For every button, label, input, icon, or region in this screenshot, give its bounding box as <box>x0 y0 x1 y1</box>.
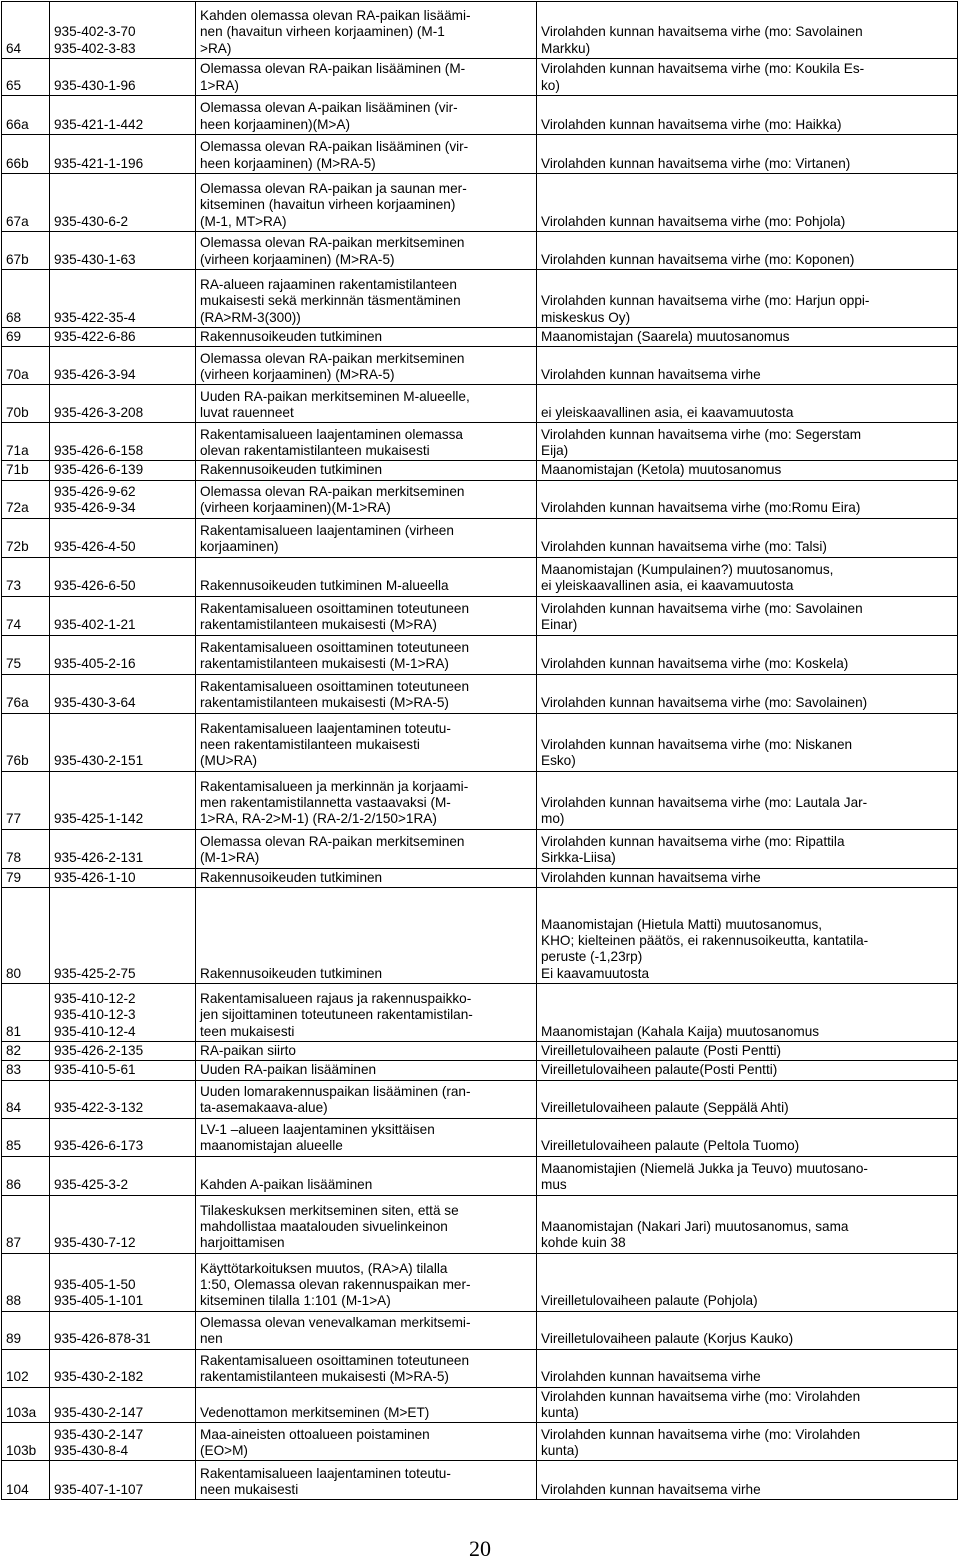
property-ids: 935-426-3-208 <box>50 385 196 423</box>
row-number: 74 <box>2 596 50 635</box>
row-number: 85 <box>2 1118 50 1156</box>
table-row <box>2 1349 958 1387</box>
table-row <box>2 385 958 423</box>
table-row <box>2 887 958 983</box>
table-row <box>2 635 958 674</box>
row-number: 67a <box>2 174 50 232</box>
row-number: 103a <box>2 1387 50 1423</box>
change-description: Uuden lomarakennuspaikan lisääminen (ran- ta-asemakaava-alue) <box>196 1080 537 1118</box>
table-row <box>2 1195 958 1253</box>
change-reason: Virolahden kunnan havaitsema virhe (mo: Haikka) <box>537 96 958 135</box>
property-ids: 935-426-6-139 <box>50 461 196 480</box>
property-ids: 935-430-2-147 935-430-8-4 <box>50 1423 196 1461</box>
table-row <box>2 1423 958 1461</box>
table-row <box>2 423 958 461</box>
property-ids: 935-426-2-131 <box>50 829 196 868</box>
change-description: Rakennusoikeuden tutkiminen <box>196 461 537 480</box>
property-ids: 935-430-1-96 <box>50 59 196 96</box>
change-description: Maa-aineisten ottoalueen poistaminen (EO>M) <box>196 1423 537 1461</box>
change-description: Rakentamisalueen osoittaminen toteutuneen rakentamistilanteen mukaisesti (M>RA) <box>196 596 537 635</box>
property-ids: 935-407-1-107 <box>50 1461 196 1500</box>
row-number: 70a <box>2 347 50 385</box>
change-reason: Maanomistajan (Kumpulainen?) muutosanomus, ei yleiskaavallinen asia, ei kaavamuutosta <box>537 557 958 596</box>
table-row <box>2 1387 958 1423</box>
property-ids: 935-426-6-173 <box>50 1118 196 1156</box>
change-description: Rakentamisalueen rajaus ja rakennuspaikko- jen sijoittaminen toteutuneen rakentamistilan- teen mukaisesti <box>196 983 537 1041</box>
table-row <box>2 1041 958 1060</box>
table-row <box>2 461 958 480</box>
row-number: 66b <box>2 135 50 174</box>
change-description: Vedenottamon merkitseminen (M>ET) <box>196 1387 537 1423</box>
change-description: Rakennusoikeuden tutkiminen M-alueella <box>196 557 537 596</box>
property-ids: 935-430-2-151 <box>50 713 196 771</box>
table-row <box>2 829 958 868</box>
change-reason: Vireilletulovaiheen palaute (Korjus Kauko) <box>537 1311 958 1349</box>
row-number: 79 <box>2 868 50 887</box>
change-reason: Virolahden kunnan havaitsema virhe (mo: Savolainen) <box>537 674 958 713</box>
change-reason: Virolahden kunnan havaitsema virhe (mo: Segerstam Eija) <box>537 423 958 461</box>
change-reason: Vireilletulovaiheen palaute(Posti Pentti) <box>537 1061 958 1080</box>
row-number: 89 <box>2 1311 50 1349</box>
table-row <box>2 1156 958 1195</box>
change-description: Rakentamisalueen laajentaminen olemassa olevan rakentamistilanteen mukaisesti <box>196 423 537 461</box>
change-reason: Vireilletulovaiheen palaute (Pohjola) <box>537 1253 958 1311</box>
change-reason: Virolahden kunnan havaitsema virhe (mo: Koukila Es- ko) <box>537 59 958 96</box>
change-description: Kahden olemassa olevan RA-paikan lisäämi- nen (havaitun virheen korjaaminen) (M-1 >RA) <box>196 2 537 59</box>
property-ids: 935-426-1-10 <box>50 868 196 887</box>
row-number: 77 <box>2 771 50 829</box>
table-row <box>2 1253 958 1311</box>
change-description: Käyttötarkoituksen muutos, (RA>A) tilalla 1:50, Olemassa olevan rakennuspaikan mer- kitseminen tilalla 1:101 (M-1>A) <box>196 1253 537 1311</box>
change-reason: Vireilletulovaiheen palaute (Seppälä Ahti) <box>537 1080 958 1118</box>
row-number: 65 <box>2 59 50 96</box>
row-number: 88 <box>2 1253 50 1311</box>
change-description: Rakentamisalueen osoittaminen toteutuneen rakentamistilanteen mukaisesti (M-1>RA) <box>196 635 537 674</box>
row-number: 78 <box>2 829 50 868</box>
change-description: Rakentamisalueen laajentaminen toteutu- neen rakentamistilanteen mukaisesti (MU>RA) <box>196 713 537 771</box>
table-row <box>2 1061 958 1080</box>
property-ids: 935-425-3-2 <box>50 1156 196 1195</box>
change-reason: Virolahden kunnan havaitsema virhe (mo: Koponen) <box>537 232 958 270</box>
property-ids: 935-426-3-94 <box>50 347 196 385</box>
change-description: Olemassa olevan A-paikan lisääminen (vir- heen korjaaminen)(M>A) <box>196 96 537 135</box>
table-row <box>2 59 958 96</box>
change-description: Kahden A-paikan lisääminen <box>196 1156 537 1195</box>
table-row <box>2 135 958 174</box>
change-description: Rakentamisalueen laajentaminen toteutu- neen mukaisesti <box>196 1461 537 1500</box>
change-reason: Virolahden kunnan havaitsema virhe <box>537 868 958 887</box>
change-description: Olemassa olevan RA-paikan lisääminen (M- 1>RA) <box>196 59 537 96</box>
page-number: 20 <box>469 1536 491 1561</box>
property-ids: 935-421-1-196 <box>50 135 196 174</box>
row-number: 103b <box>2 1423 50 1461</box>
change-description: Rakennusoikeuden tutkiminen <box>196 868 537 887</box>
change-reason: Maanomistajan (Ketola) muutosanomus <box>537 461 958 480</box>
property-ids: 935-410-12-2 935-410-12-3 935-410-12-4 <box>50 983 196 1041</box>
change-reason: Vireilletulovaiheen palaute (Peltola Tuomo) <box>537 1118 958 1156</box>
change-description: Olemassa olevan venevalkaman merkitsemi- nen <box>196 1311 537 1349</box>
property-ids: 935-405-1-50 935-405-1-101 <box>50 1253 196 1311</box>
table-row <box>2 983 958 1041</box>
row-number: 86 <box>2 1156 50 1195</box>
property-ids: 935-402-1-21 <box>50 596 196 635</box>
change-reason: Virolahden kunnan havaitsema virhe (mo: Niskanen Esko) <box>537 713 958 771</box>
table-row <box>2 328 958 347</box>
table-row <box>2 674 958 713</box>
change-description: Olemassa olevan RA-paikan merkitseminen (virheen korjaaminen) (M>RA-5) <box>196 347 537 385</box>
row-number: 84 <box>2 1080 50 1118</box>
table-row <box>2 232 958 270</box>
change-reason: Virolahden kunnan havaitsema virhe <box>537 1461 958 1500</box>
property-ids: 935-430-2-182 <box>50 1349 196 1387</box>
table-body <box>2 2 958 1500</box>
table-row <box>2 1118 958 1156</box>
row-number: 72a <box>2 480 50 518</box>
row-number: 75 <box>2 635 50 674</box>
change-reason: Virolahden kunnan havaitsema virhe (mo: Savolainen Markku) <box>537 2 958 59</box>
change-description: Rakentamisalueen osoittaminen toteutuneen rakentamistilanteen mukaisesti (M>RA-5) <box>196 674 537 713</box>
table-row <box>2 771 958 829</box>
change-reason: Maanomistajan (Saarela) muutosanomus <box>537 328 958 347</box>
row-number: 102 <box>2 1349 50 1387</box>
row-number: 67b <box>2 232 50 270</box>
row-number: 66a <box>2 96 50 135</box>
change-description: Olemassa olevan RA-paikan lisääminen (vir- heen korjaaminen) (M>RA-5) <box>196 135 537 174</box>
property-ids: 935-422-6-86 <box>50 328 196 347</box>
property-ids: 935-426-9-62 935-426-9-34 <box>50 480 196 518</box>
table-row <box>2 596 958 635</box>
row-number: 82 <box>2 1041 50 1060</box>
change-reason: Virolahden kunnan havaitsema virhe <box>537 1349 958 1387</box>
table-row <box>2 557 958 596</box>
table-row <box>2 347 958 385</box>
change-reason: Virolahden kunnan havaitsema virhe (mo: Harjun oppi- miskeskus Oy) <box>537 270 958 328</box>
change-reason: Virolahden kunnan havaitsema virhe (mo: Koskela) <box>537 635 958 674</box>
change-description: Rakennusoikeuden tutkiminen <box>196 328 537 347</box>
property-ids: 935-430-7-12 <box>50 1195 196 1253</box>
change-description: RA-paikan siirto <box>196 1041 537 1060</box>
row-number: 71a <box>2 423 50 461</box>
row-number: 104 <box>2 1461 50 1500</box>
property-ids: 935-402-3-70 935-402-3-83 <box>50 2 196 59</box>
property-ids: 935-426-878-31 <box>50 1311 196 1349</box>
row-number: 83 <box>2 1061 50 1080</box>
row-number: 69 <box>2 328 50 347</box>
table-row <box>2 1080 958 1118</box>
change-reason: Maanomistajien (Niemelä Jukka ja Teuvo) muutosano- mus <box>537 1156 958 1195</box>
property-ids: 935-430-2-147 <box>50 1387 196 1423</box>
change-reason: Virolahden kunnan havaitsema virhe <box>537 347 958 385</box>
table-row <box>2 1461 958 1500</box>
change-reason: Virolahden kunnan havaitsema virhe (mo: Savolainen Einar) <box>537 596 958 635</box>
change-reason: Virolahden kunnan havaitsema virhe (mo: Virolahden kunta) <box>537 1423 958 1461</box>
change-table <box>1 1 958 1500</box>
row-number: 76b <box>2 713 50 771</box>
change-reason: Virolahden kunnan havaitsema virhe (mo:Romu Eira) <box>537 480 958 518</box>
change-reason: Maanomistajan (Hietula Matti) muutosanomus, KHO; kielteinen päätös, ei rakennusoikeutta, kantatila- peruste (-1,23rp) Ei kaavamuutosta <box>537 887 958 983</box>
property-ids: 935-426-4-50 <box>50 518 196 557</box>
table-row <box>2 174 958 232</box>
change-description: Olemassa olevan RA-paikan ja saunan mer- kitseminen (havaitun virheen korjaaminen) (M-1, MT>RA) <box>196 174 537 232</box>
change-description: Rakentamisalueen osoittaminen toteutuneen rakentamistilanteen mukaisesti (M>RA-5) <box>196 1349 537 1387</box>
change-reason: Virolahden kunnan havaitsema virhe (mo: Pohjola) <box>537 174 958 232</box>
property-ids: 935-422-3-132 <box>50 1080 196 1118</box>
table-row <box>2 480 958 518</box>
row-number: 68 <box>2 270 50 328</box>
table-row <box>2 1311 958 1349</box>
table-row <box>2 713 958 771</box>
property-ids: 935-421-1-442 <box>50 96 196 135</box>
change-reason: Virolahden kunnan havaitsema virhe (mo: Lautala Jar- mo) <box>537 771 958 829</box>
row-number: 87 <box>2 1195 50 1253</box>
change-description: Rakentamisalueen ja merkinnän ja korjaami- men rakentamistilannetta vastaavaksi (M- 1>RA, RA-2>M-1) (RA-2/1-2/150>1RA) <box>196 771 537 829</box>
table-row <box>2 270 958 328</box>
change-reason: ei yleiskaavallinen asia, ei kaavamuutosta <box>537 385 958 423</box>
row-number: 81 <box>2 983 50 1041</box>
table-row <box>2 868 958 887</box>
change-description: Rakentamisalueen laajentaminen (virheen korjaaminen) <box>196 518 537 557</box>
property-ids: 935-430-6-2 <box>50 174 196 232</box>
row-number: 70b <box>2 385 50 423</box>
property-ids: 935-425-1-142 <box>50 771 196 829</box>
table-row <box>2 518 958 557</box>
property-ids: 935-405-2-16 <box>50 635 196 674</box>
change-reason: Maanomistajan (Nakari Jari) muutosanomus, sama kohde kuin 38 <box>537 1195 958 1253</box>
property-ids: 935-422-35-4 <box>50 270 196 328</box>
property-ids: 935-425-2-75 <box>50 887 196 983</box>
row-number: 72b <box>2 518 50 557</box>
table-row <box>2 2 958 59</box>
property-ids: 935-410-5-61 <box>50 1061 196 1080</box>
change-description: LV-1 –alueen laajentaminen yksittäisen maanomistajan alueelle <box>196 1118 537 1156</box>
property-ids: 935-426-6-158 <box>50 423 196 461</box>
property-ids: 935-430-3-64 <box>50 674 196 713</box>
property-ids: 935-426-2-135 <box>50 1041 196 1060</box>
change-description: RA-alueen rajaaminen rakentamistilanteen mukaisesti sekä merkinnän täsmentäminen (RA>RM-3(300)) <box>196 270 537 328</box>
change-description: Uuden RA-paikan merkitseminen M-alueelle, luvat rauenneet <box>196 385 537 423</box>
change-description: Rakennusoikeuden tutkiminen <box>196 887 537 983</box>
change-reason: Maanomistajan (Kahala Kaija) muutosanomus <box>537 983 958 1041</box>
row-number: 76a <box>2 674 50 713</box>
change-description: Olemassa olevan RA-paikan merkitseminen (virheen korjaaminen) (M>RA-5) <box>196 232 537 270</box>
property-ids: 935-430-1-63 <box>50 232 196 270</box>
change-reason: Virolahden kunnan havaitsema virhe (mo: Ripattila Sirkka-Liisa) <box>537 829 958 868</box>
row-number: 80 <box>2 887 50 983</box>
table-row <box>2 96 958 135</box>
property-ids: 935-426-6-50 <box>50 557 196 596</box>
row-number: 64 <box>2 2 50 59</box>
row-number: 71b <box>2 461 50 480</box>
change-description: Olemassa olevan RA-paikan merkitseminen (virheen korjaaminen)(M-1>RA) <box>196 480 537 518</box>
change-reason: Virolahden kunnan havaitsema virhe (mo: Virtanen) <box>537 135 958 174</box>
change-description: Tilakeskuksen merkitseminen siten, että se mahdollistaa maatalouden sivuelinkeinon harjoittamisen <box>196 1195 537 1253</box>
change-description: Uuden RA-paikan lisääminen <box>196 1061 537 1080</box>
change-reason: Virolahden kunnan havaitsema virhe (mo: Talsi) <box>537 518 958 557</box>
change-reason: Virolahden kunnan havaitsema virhe (mo: Virolahden kunta) <box>537 1387 958 1423</box>
change-description: Olemassa olevan RA-paikan merkitseminen (M-1>RA) <box>196 829 537 868</box>
change-reason: Vireilletulovaiheen palaute (Posti Pentti) <box>537 1041 958 1060</box>
row-number: 73 <box>2 557 50 596</box>
